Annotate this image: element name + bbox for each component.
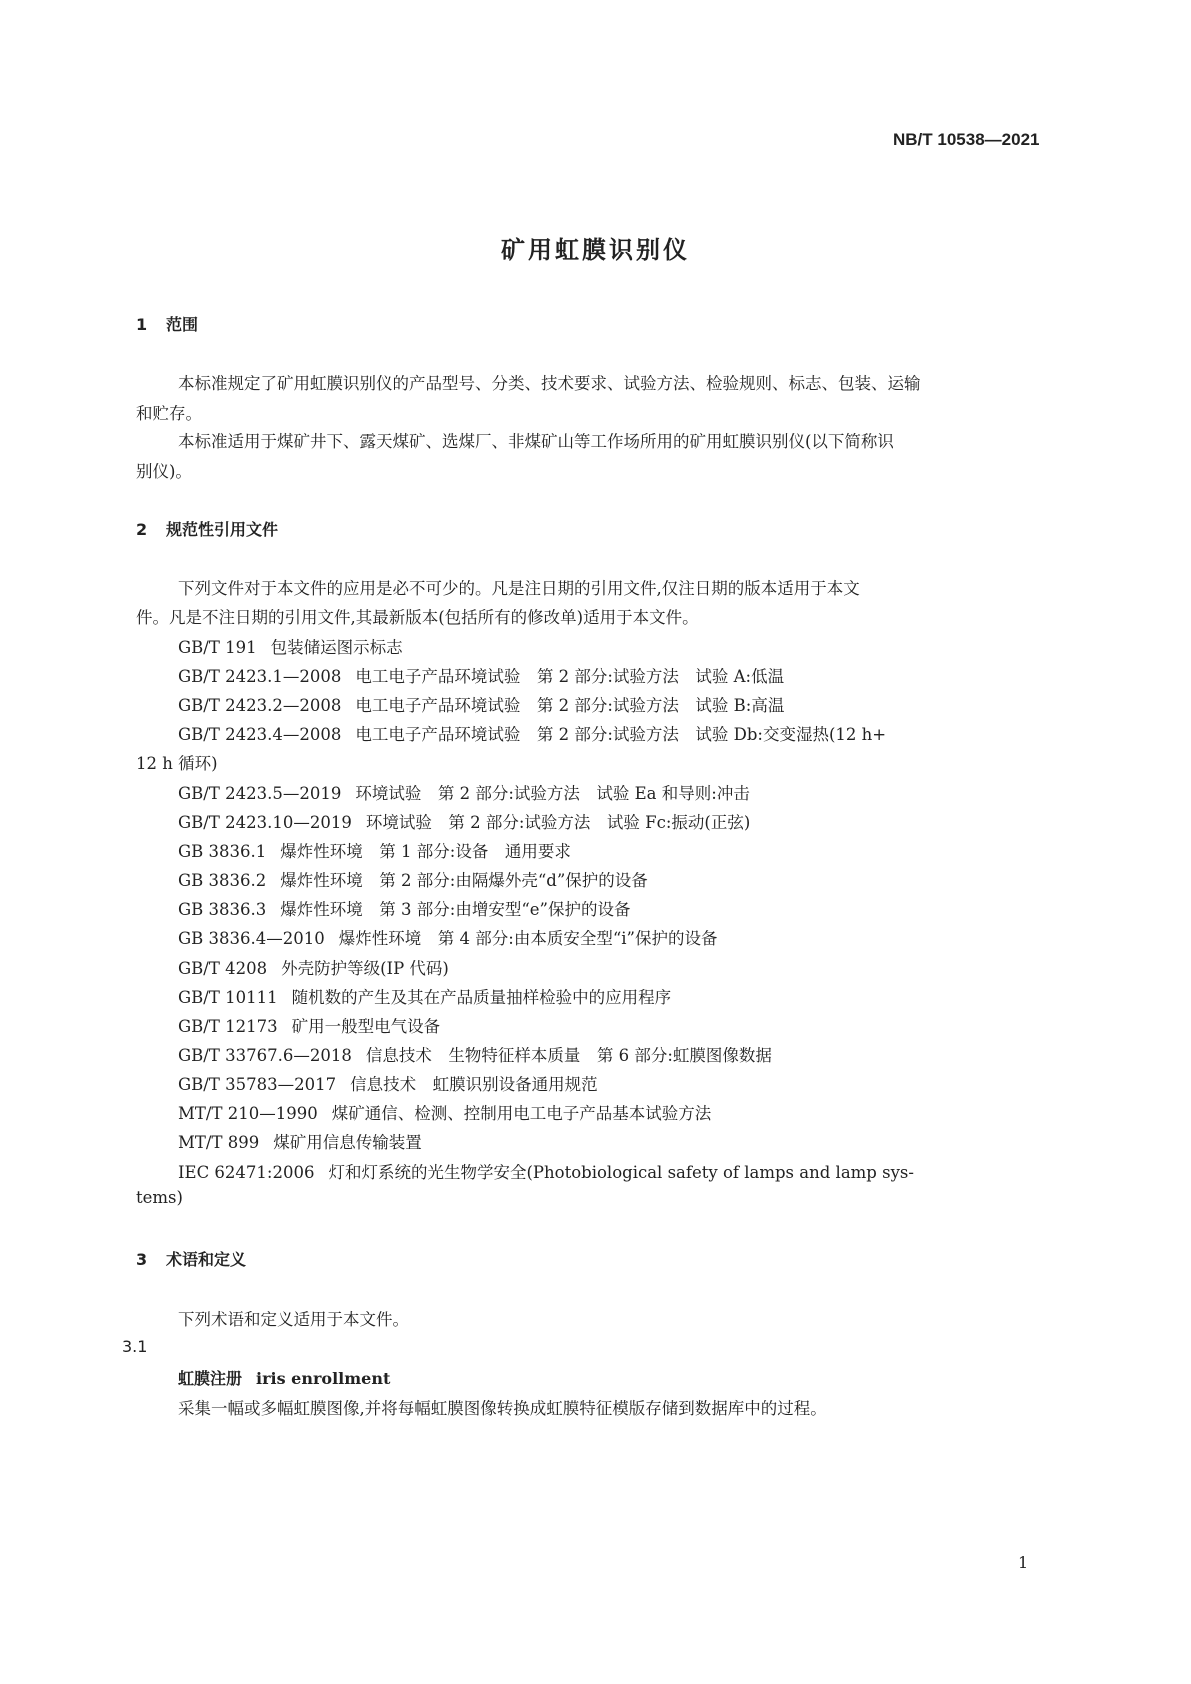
reference-title: 煤矿用信息传输装置 (273, 1133, 422, 1152)
reference-item (178, 634, 403, 658)
document-title: 矿用虹膜识别仪 (501, 236, 690, 264)
paragraph-line: 下列文件对于本文件的应用是必不可少的。凡是注日期的引用文件,仅注日期的版本适用于本文 (178, 579, 860, 598)
reference-item (178, 1100, 711, 1124)
reference-title: 信息技术 虹膜识别设备通用规范 (350, 1075, 598, 1094)
reference-title: 包装储运图示标志 (270, 638, 403, 657)
reference-code: GB/T 10111 (178, 988, 278, 1007)
reference-title: 爆炸性环境 第 2 部分:由隔爆外壳“d”保护的设备 (280, 871, 648, 890)
reference-item (178, 721, 886, 745)
reference-item (178, 1013, 440, 1037)
reference-code: GB/T 2423.4—2008 (178, 725, 342, 744)
term-english: iris enrollment (256, 1369, 391, 1388)
reference-code: GB 3836.2 (178, 871, 267, 890)
reference-code: GB/T 2423.1—2008 (178, 667, 342, 686)
paragraph-line: 下列术语和定义适用于本文件。 (178, 1310, 409, 1329)
reference-code: GB/T 4208 (178, 959, 268, 978)
section-number: 3 (136, 1250, 148, 1269)
reference-item (178, 1129, 422, 1153)
reference-code: GB/T 35783—2017 (178, 1075, 337, 1094)
reference-code: GB/T 2423.5—2019 (178, 784, 342, 803)
reference-title: 电工电子产品环境试验 第 2 部分:试验方法 试验 B:高温 (355, 696, 785, 715)
paragraph-line: 本标准规定了矿用虹膜识别仪的产品型号、分类、技术要求、试验方法、检验规则、标志、包装、运输 (178, 374, 921, 393)
term-heading (178, 1366, 390, 1389)
reference-code: GB/T 2423.10—2019 (178, 813, 352, 832)
section-1-heading (136, 312, 198, 335)
reference-title: 爆炸性环境 第 1 部分:设备 通用要求 (280, 842, 571, 861)
paragraph-line: 本标准适用于煤矿井下、露天煤矿、选煤厂、非煤矿山等工作场所用的矿用虹膜识别仪(以下简称识 (178, 432, 894, 451)
reference-title: 矿用一般型电气设备 (291, 1017, 441, 1036)
reference-item (178, 1042, 772, 1066)
reference-item (178, 692, 784, 716)
reference-code: GB/T 33767.6—2018 (178, 1046, 352, 1065)
reference-title: 电工电子产品环境试验 第 2 部分:试验方法 试验 A:低温 (355, 667, 785, 686)
section-2-heading (136, 517, 278, 540)
reference-title: 随机数的产生及其在产品质量抽样检验中的应用程序 (291, 988, 672, 1007)
reference-item (178, 663, 784, 687)
reference-code: MT/T 210—1990 (178, 1104, 318, 1123)
section-title: 范围 (166, 315, 199, 334)
section-number: 1 (136, 315, 148, 334)
reference-title: 环境试验 第 2 部分:试验方法 试验 Ea 和导则:冲击 (355, 784, 750, 803)
reference-code: GB 3836.3 (178, 900, 267, 919)
reference-code: IEC 62471:2006 (178, 1163, 315, 1182)
reference-continuation: tems) (136, 1188, 183, 1207)
reference-item (178, 925, 717, 949)
reference-item (178, 1159, 914, 1183)
term-chinese: 虹膜注册 (178, 1369, 243, 1388)
reference-title: 外壳防护等级(IP 代码) (281, 959, 449, 978)
reference-title: 爆炸性环境 第 4 部分:由本质安全型“i”保护的设备 (338, 929, 718, 948)
section-title: 术语和定义 (166, 1250, 247, 1269)
reference-code: GB 3836.1 (178, 842, 267, 861)
reference-title: 电工电子产品环境试验 第 2 部分:试验方法 试验 Db:交变湿热(12 h+ (355, 725, 887, 744)
reference-item (178, 867, 648, 891)
paragraph-line: 别仪)。 (136, 462, 192, 481)
reference-code: MT/T 899 (178, 1133, 260, 1152)
reference-title: 煤矿通信、检测、控制用电工电子产品基本试验方法 (331, 1104, 712, 1123)
reference-item (178, 955, 449, 979)
reference-item (178, 896, 630, 920)
standard-code: NB/T 10538—2021 (893, 130, 1040, 149)
reference-item (178, 984, 671, 1008)
section-title: 规范性引用文件 (166, 520, 279, 539)
reference-code: GB/T 12173 (178, 1017, 278, 1036)
reference-title: 灯和灯系统的光生物学安全(Photobiological safety of lamps and lamp sys- (328, 1163, 914, 1182)
paragraph-line: 和贮存。 (136, 404, 202, 423)
term-definition: 采集一幅或多幅虹膜图像,并将每幅虹膜图像转换成虹膜特征模版存储到数据库中的过程。 (178, 1399, 827, 1418)
reference-title: 爆炸性环境 第 3 部分:由增安型“e”保护的设备 (280, 900, 631, 919)
paragraph-line: 件。凡是不注日期的引用文件,其最新版本(包括所有的修改单)适用于本文件。 (136, 608, 699, 627)
reference-title: 环境试验 第 2 部分:试验方法 试验 Fc:振动(正弦) (365, 813, 751, 832)
reference-item (178, 838, 571, 862)
term-number: 3.1 (122, 1337, 148, 1356)
reference-code: GB 3836.4—2010 (178, 929, 325, 948)
reference-code: GB/T 191 (178, 638, 257, 657)
section-number: 2 (136, 520, 148, 539)
page-number: 1 (1018, 1553, 1029, 1572)
reference-item (178, 809, 750, 833)
section-3-heading (136, 1247, 246, 1270)
reference-item (178, 780, 750, 804)
reference-continuation: 12 h 循环) (136, 754, 218, 773)
reference-title: 信息技术 生物特征样本质量 第 6 部分:虹膜图像数据 (365, 1046, 772, 1065)
reference-item (178, 1071, 598, 1095)
reference-code: GB/T 2423.2—2008 (178, 696, 342, 715)
